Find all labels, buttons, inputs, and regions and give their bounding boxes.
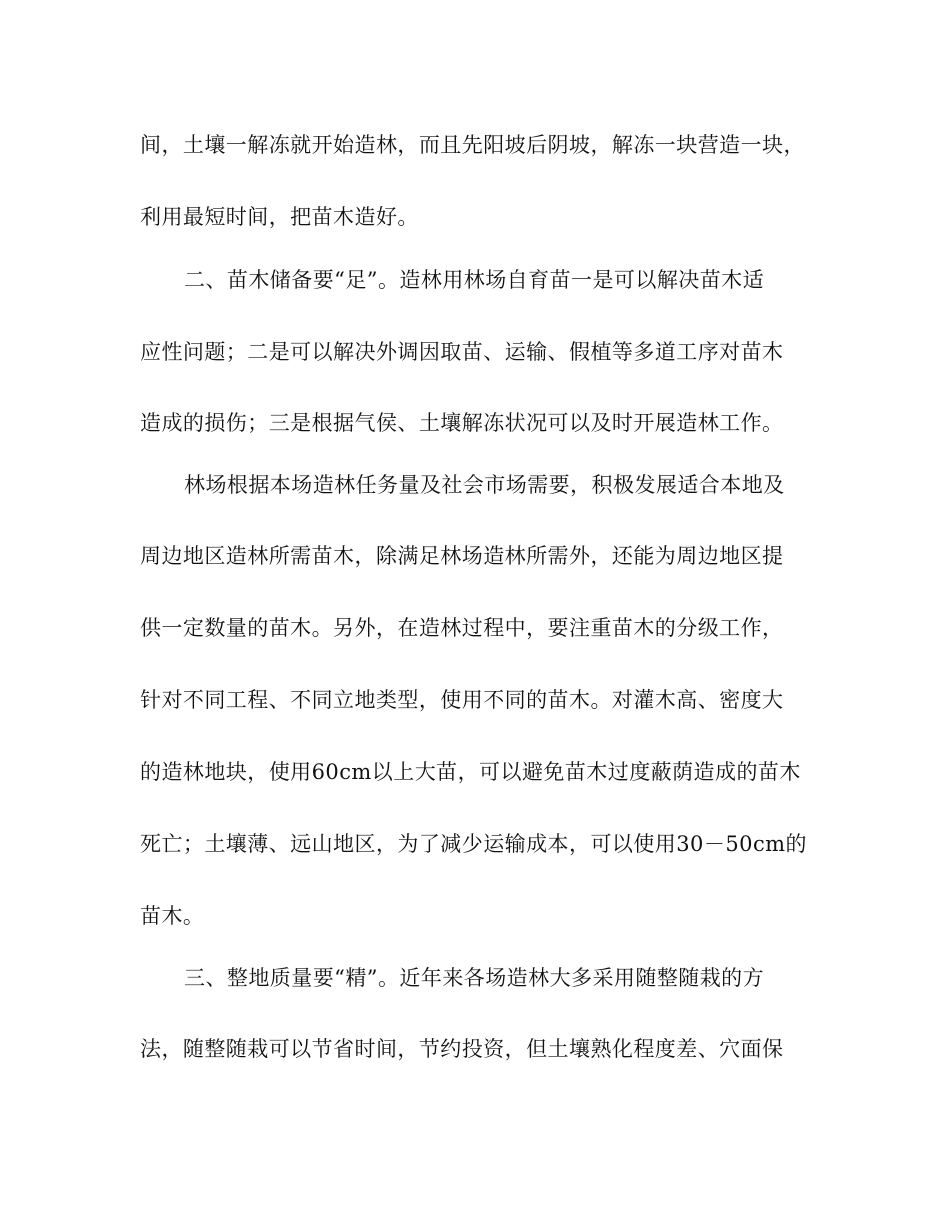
text-line: 法，随整随栽可以节省时间，节约投资，但土壤熟化程度差、穴面保 [140, 1037, 784, 1061]
text-line: 的造林地块，使用60cm以上大苗，可以避免苗木过度蔽荫造成的苗木 [140, 760, 801, 784]
text-line: 针对不同工程、不同立地类型，使用不同的苗木。对灌木高、密度大 [140, 688, 784, 712]
text-line: 供一定数量的苗木。另外，在造林过程中，要注重苗木的分级工作， [140, 616, 784, 640]
text-line: 应性问题；二是可以解决外调因取苗、运输、假植等多道工序对苗木 [140, 340, 784, 364]
text-line: 利用最短时间，把苗木造好。 [140, 205, 419, 229]
text-line: 间，土壤一解冻就开始造林，而且先阳坡后阴坡，解冻一块营造一块， [140, 133, 805, 157]
paragraph-start-line: 二、苗木储备要“足”。造林用林场自育苗一是可以解决苗木适 [184, 268, 765, 292]
paragraph-start-line: 林场根据本场造林任务量及社会市场需要，积极发展适合本地及 [184, 473, 785, 497]
text-line: 造成的损伤；三是根据气侯、土壤解冻状况可以及时开展造林工作。 [140, 411, 784, 435]
text-line: 周边地区造林所需苗木，除满足林场造林所需外，还能为周边地区提 [140, 544, 784, 568]
text-line: 苗木。 [140, 904, 205, 928]
paragraph-start-line: 三、整地质量要“精”。近年来各场造林大多采用随整随栽的方 [184, 966, 765, 990]
text-line: 死亡；土壤薄、远山地区，为了减少运输成本，可以使用30－50cm的 [140, 832, 807, 856]
